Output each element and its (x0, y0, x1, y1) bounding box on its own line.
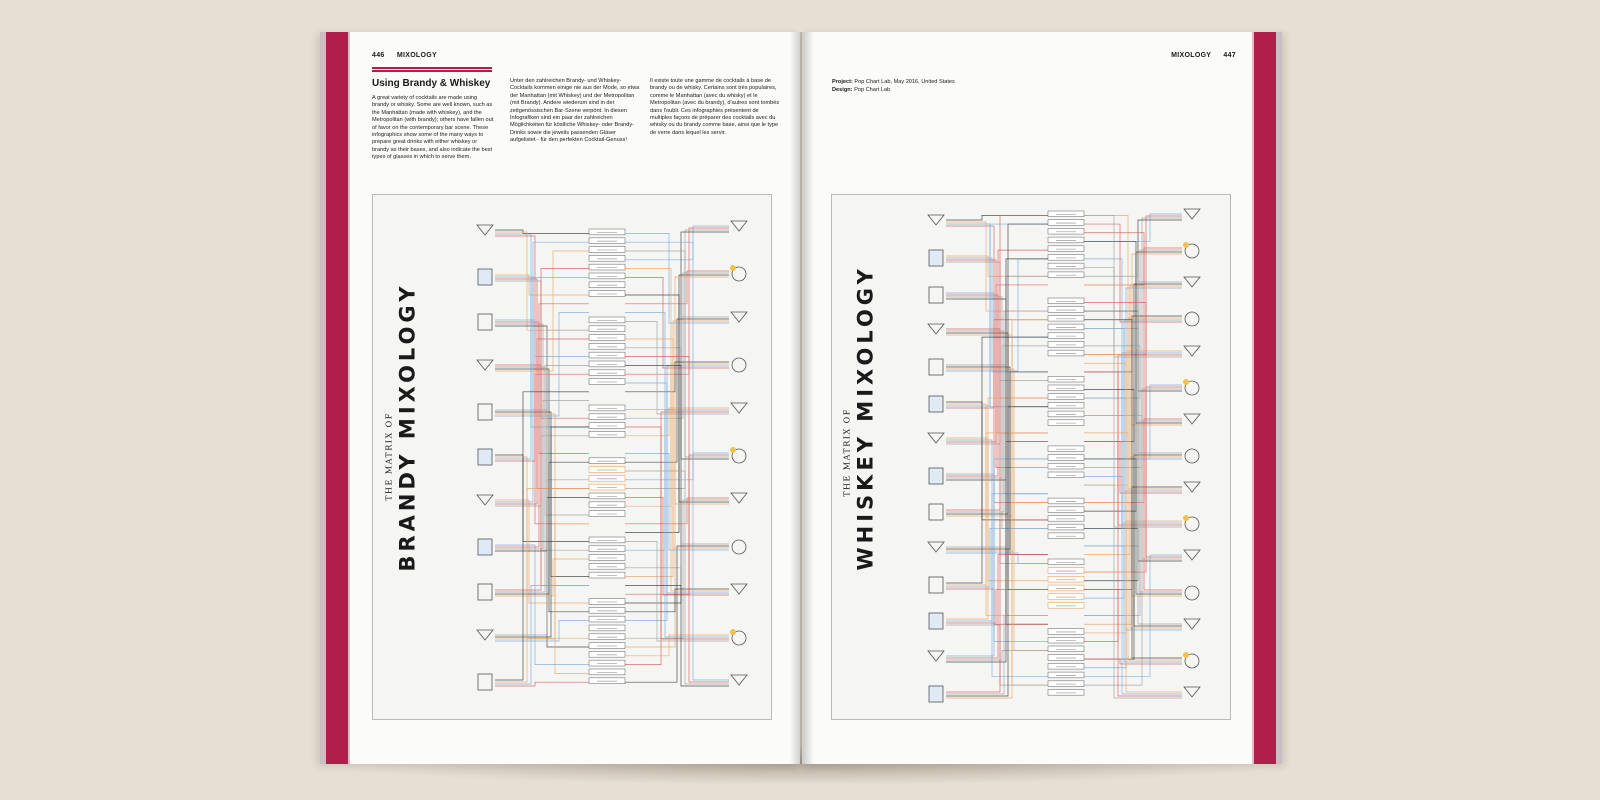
mixing-route-line (495, 410, 589, 480)
mixing-route-line (1084, 546, 1182, 662)
mixing-route-line (946, 520, 1048, 692)
mixing-route-line (946, 459, 1048, 656)
ingredient-box (589, 467, 625, 473)
mixing-route-line (946, 650, 1048, 660)
ingredient-box (589, 414, 625, 420)
ingredient-box (1048, 463, 1084, 469)
ingredient-box (589, 493, 625, 499)
ingredient-box (1048, 472, 1084, 478)
glass-icon (1184, 414, 1200, 424)
heading-rule (372, 67, 492, 72)
page-edge-right (1276, 32, 1282, 764)
ingredient-box (1048, 350, 1084, 356)
running-header-left (372, 52, 447, 59)
design-label: Design: (832, 87, 853, 93)
mixing-route-line (946, 407, 1048, 514)
mixing-route-line (1084, 268, 1182, 357)
english-column (372, 78, 494, 162)
ingredient-box (589, 343, 625, 349)
mixing-route-line (946, 258, 1048, 372)
ingredient-box (1048, 411, 1084, 417)
ingredient-box (589, 660, 625, 666)
page-color-edge-right (1252, 32, 1276, 764)
ingredient-box (1048, 576, 1084, 582)
mixing-route-line (625, 319, 729, 462)
mixing-route-line (1084, 372, 1182, 525)
mixing-route-line (495, 320, 589, 357)
ingredient-box (1048, 603, 1084, 609)
garnish-icon (1183, 652, 1189, 658)
mixing-route-line (1084, 398, 1182, 459)
glass-icon (1184, 482, 1200, 492)
mixing-route-line (1084, 282, 1182, 328)
glass-icon (1185, 586, 1199, 600)
design-value: Pop Chart Lab (854, 87, 891, 93)
mixing-route-line (946, 329, 1048, 398)
mixing-route-line (1084, 288, 1182, 668)
ingredient-box (1048, 263, 1084, 269)
mixing-route-line (625, 226, 729, 260)
mixing-route-line (1084, 215, 1182, 489)
mixing-route-line (495, 281, 589, 585)
mixing-route-line (946, 262, 1048, 563)
mixing-route-line (1084, 351, 1182, 415)
garnish-icon (1183, 515, 1189, 521)
mixing-route-line (1084, 250, 1182, 398)
garnish-icon (1183, 379, 1189, 385)
ingredient-box (1048, 324, 1084, 330)
poster-subtitle: THE MATRIX OF (842, 408, 852, 497)
ingredient-box (1048, 585, 1084, 591)
ingredient-box (589, 634, 625, 640)
running-header-right (1161, 52, 1236, 59)
glass-icon (929, 686, 943, 702)
glass-icon (1185, 449, 1199, 463)
german-column (510, 78, 640, 145)
mixing-route-line (946, 589, 1048, 623)
brandy-matrix-chart (373, 195, 771, 719)
glass-icon (1185, 312, 1199, 326)
ingredient-box (1048, 246, 1084, 252)
ingredient-box (589, 616, 625, 622)
page-number-right: 447 (1223, 52, 1236, 59)
mixing-route-line (495, 269, 589, 590)
mixing-route-line (946, 440, 1048, 676)
section-title-right: MIXOLOGY (1171, 52, 1212, 59)
glass-icon (929, 250, 943, 266)
glass-icon (1184, 277, 1200, 287)
mixing-route-line (625, 546, 729, 682)
glass-icon (478, 404, 492, 420)
glass-icon (928, 542, 944, 552)
ingredient-box (589, 511, 625, 517)
section-title-left: MIXOLOGY (396, 52, 437, 59)
poster-title: BRANDY MIXOLOGY (395, 282, 420, 572)
ingredient-box (1048, 507, 1084, 513)
mixing-route-line (495, 427, 589, 637)
mixing-route-line (495, 304, 589, 547)
ingredient-box (1048, 663, 1084, 669)
mixing-route-line (495, 497, 589, 551)
mixing-route-line (1084, 318, 1182, 485)
garnish-icon (1183, 242, 1189, 248)
mixing-route-line (1084, 355, 1182, 425)
ingredient-box (589, 607, 625, 613)
glass-icon (929, 613, 943, 629)
mixing-route-line (946, 259, 1048, 371)
mixing-route-line (1084, 572, 1182, 596)
mixing-route-line (495, 455, 589, 541)
brandy-mixology-poster (372, 194, 772, 720)
mixing-route-line (946, 438, 1048, 581)
mixing-route-line (1084, 421, 1182, 616)
mixing-route-line (946, 222, 1048, 311)
glass-icon (929, 504, 943, 520)
ingredient-box (1048, 559, 1084, 565)
glass-icon (478, 584, 492, 600)
ingredient-box (1048, 533, 1084, 539)
glass-icon (478, 449, 492, 465)
glass-icon (1184, 550, 1200, 560)
mixing-route-line (495, 324, 589, 550)
glass-icon (928, 215, 944, 225)
glass-icon (731, 221, 747, 231)
mixing-route-line (1084, 529, 1182, 561)
mixing-route-line (946, 474, 1048, 642)
ingredient-box (589, 546, 625, 552)
poster-title-block (384, 282, 420, 572)
poster-title: WHISKEY MIXOLOGY (853, 265, 878, 571)
mixing-route-line (1084, 387, 1182, 572)
ingredient-box (589, 643, 625, 649)
mixing-route-line (1084, 521, 1182, 633)
project-label: Project: (832, 79, 853, 85)
mixing-route-line (946, 224, 1048, 407)
ingredient-box (1048, 672, 1084, 678)
ingredient-box (589, 651, 625, 657)
mixing-route-line (1084, 589, 1182, 696)
glass-icon (929, 359, 943, 375)
ingredient-box (589, 361, 625, 367)
mixing-route-line (1084, 254, 1182, 624)
glass-icon (1184, 619, 1200, 629)
ingredient-box (589, 317, 625, 323)
french-column (650, 78, 780, 137)
glass-icon (478, 314, 492, 330)
ingredient-box (589, 405, 625, 411)
glass-icon (1184, 346, 1200, 356)
right-page (802, 32, 1282, 764)
glass-icon (929, 396, 943, 412)
mixing-route-line (946, 398, 1048, 619)
mixing-route-line (495, 367, 589, 515)
garnish-icon (730, 265, 736, 271)
page-color-edge-left (326, 32, 350, 764)
mixing-route-line (495, 414, 589, 673)
mixing-route-line (946, 260, 1048, 468)
project-value: Pop Chart Lab, May 2016, United States (854, 79, 955, 85)
mixing-route-line (946, 529, 1048, 587)
ingredient-box (589, 678, 625, 684)
ingredient-box (1048, 402, 1084, 408)
mixing-route-line (1084, 220, 1182, 581)
ingredient-box (589, 572, 625, 578)
ingredient-box (1048, 646, 1084, 652)
ingredient-box (589, 625, 625, 631)
mixing-route-line (946, 381, 1048, 444)
glass-icon (732, 540, 746, 554)
mixing-route-line (495, 330, 589, 635)
ingredient-box (1048, 333, 1084, 339)
glass-icon (928, 651, 944, 661)
mixing-route-line (495, 322, 589, 453)
ingredient-box (1048, 211, 1084, 217)
mixing-route-line (495, 365, 589, 592)
german-text: Unter den zahlreichen Brandy- und Whiskey-Cocktails kommen einige nie aus der Mode, so etwa der Manhattan (mit Whiskey) und der Metropolitan (mit Brandy). Andere wiederum sind in der zeitgenössischen Bar-Szene verpönt. In diesen Infografiken sind ein paar der zahlreichen Möglichkeiten für köstliche Whiskey- oder Brandy-Drinks sowie die jeweils passenden Gläser aufgelistet - für den perfekten Cocktail-Genuss! (510, 78, 640, 144)
ingredient-box (589, 423, 625, 429)
ingredient-box (589, 326, 625, 332)
glass-icon (478, 539, 492, 555)
english-text: A great variety of cocktails are made using brandy or whisky. Some are well known, such as the Manhattan (made with whiskey), and the Metropolitan (with brandy); others have fallen out of favor on the contemporary bar scene. These infographics show some of the many ways to prepare great drinks with either whiskey or brandy as their bases, and also indicate the best types of glasses in which to serve them. (372, 95, 494, 161)
ingredient-box (589, 555, 625, 561)
mixing-route-line (946, 285, 1048, 442)
mixing-route-line (1084, 389, 1182, 685)
ingredient-box (589, 475, 625, 481)
ingredient-box (589, 370, 625, 376)
mixing-route-line (946, 293, 1048, 337)
ingredient-box (589, 379, 625, 385)
ingredient-box (589, 282, 625, 288)
mixing-route-line (946, 224, 1048, 406)
mixing-route-line (1084, 453, 1182, 546)
glass-icon (477, 360, 493, 370)
mixing-route-line (1084, 419, 1182, 502)
ingredient-box (1048, 394, 1084, 400)
mixing-route-line (495, 401, 589, 549)
ingredient-box (1048, 568, 1084, 574)
whiskey-matrix-chart (832, 195, 1230, 719)
mixing-route-line (1084, 476, 1182, 694)
mixing-route-line (1084, 284, 1182, 442)
ingredient-box (589, 537, 625, 543)
ingredient-box (589, 238, 625, 244)
garnish-icon (730, 447, 736, 453)
mixing-route-line (946, 311, 1048, 512)
mixing-route-line (1084, 385, 1182, 459)
garnish-icon (730, 629, 736, 635)
mixing-route-line (625, 271, 729, 304)
glass-icon (929, 468, 943, 484)
ingredient-box (589, 264, 625, 270)
ingredient-box (1048, 498, 1084, 504)
mixing-route-line (946, 299, 1048, 624)
ingredient-box (589, 247, 625, 253)
ingredient-box (1048, 272, 1084, 278)
ingredient-box (1048, 446, 1084, 452)
poster-subtitle: THE MATRIX OF (384, 412, 394, 501)
ingredient-box (589, 458, 625, 464)
ingredient-box (1048, 655, 1084, 661)
ingredient-box (589, 335, 625, 341)
ingredient-box (1048, 524, 1084, 530)
mixing-route-line (946, 494, 1048, 621)
mixing-route-line (946, 259, 1048, 662)
mixing-route-line (946, 367, 1048, 555)
mixing-route-line (495, 412, 589, 577)
glass-icon (731, 312, 747, 322)
glass-icon (731, 403, 747, 413)
mixing-route-line (1084, 459, 1182, 594)
glass-icon (731, 675, 747, 685)
mixing-route-line (1084, 224, 1182, 322)
mixing-route-line (495, 436, 589, 506)
ingredient-box (1048, 455, 1084, 461)
glass-icon (731, 493, 747, 503)
ingredient-box (1048, 690, 1084, 696)
mixing-route-line (495, 500, 589, 603)
glass-icon (478, 269, 492, 285)
mixing-route-line (1084, 241, 1182, 423)
ingredient-box (1048, 681, 1084, 687)
ingredient-box (1048, 637, 1084, 643)
project-credits (832, 78, 992, 94)
mixing-route-line (946, 433, 1048, 585)
mixing-route-line (495, 462, 589, 594)
ingredient-box (1048, 315, 1084, 321)
ingredient-box (589, 502, 625, 508)
mixing-route-line (946, 346, 1048, 478)
mixing-route-line (946, 226, 1048, 502)
mixing-route-line (946, 215, 1048, 220)
open-book (320, 32, 1282, 764)
glass-icon (731, 584, 747, 594)
french-text: Il existe toute une gamme de cocktails à base de brandy ou de whisky. Certains sont très populaires, comme le Manhattan (avec du whisky) et le Metropolitan (avec du brandy), d'autres sont tombés dans l'oubli. Ces infographies présentent de multiples façons de préparer des cocktails avec du whisky ou du brandy comme base, ainsi que le type de verre dans lequel les servir. (650, 78, 780, 136)
glass-icon (477, 495, 493, 505)
article-heading: Using Brandy & Whiskey (372, 78, 491, 89)
mixing-route-line (495, 251, 589, 371)
poster-title-block (842, 265, 878, 571)
mixing-route-line (946, 215, 1048, 510)
mixing-route-line (495, 275, 589, 295)
mixing-route-line (495, 457, 589, 638)
ingredient-box (1048, 228, 1084, 234)
mixing-route-line (946, 365, 1048, 459)
mixing-route-line (495, 277, 589, 392)
ingredient-box (1048, 307, 1084, 313)
mixing-route-line (625, 233, 729, 323)
ingredient-box (589, 563, 625, 569)
mixing-route-line (1084, 363, 1182, 692)
glass-icon (1184, 209, 1200, 219)
ingredient-box (1048, 255, 1084, 261)
glass-icon (929, 577, 943, 593)
mixing-route-line (946, 555, 1048, 658)
ingredient-box (1048, 385, 1084, 391)
ingredient-box (1048, 220, 1084, 226)
glass-icon (477, 630, 493, 640)
mixing-route-line (495, 559, 589, 596)
glass-icon (478, 674, 492, 690)
ingredient-box (1048, 376, 1084, 382)
ingredient-box (589, 352, 625, 358)
mixing-route-line (1084, 218, 1182, 468)
ingredient-box (589, 599, 625, 605)
mixing-route-line (946, 320, 1048, 698)
ingredient-box (1048, 298, 1084, 304)
ingredient-box (589, 484, 625, 490)
mixing-route-line (946, 276, 1048, 547)
mixing-route-line (946, 372, 1048, 549)
mixing-route-line (946, 295, 1048, 433)
mixing-route-line (946, 331, 1048, 494)
ingredient-box (1048, 594, 1084, 600)
ingredient-box (1048, 420, 1084, 426)
ingredient-box (589, 669, 625, 675)
mixing-route-line (495, 374, 589, 461)
mixing-route-line (1084, 248, 1182, 285)
mixing-route-line (495, 277, 589, 459)
mixing-route-line (946, 616, 1048, 694)
glass-icon (1184, 687, 1200, 697)
glass-icon (477, 225, 493, 235)
glass-icon (929, 287, 943, 303)
glass-icon (732, 358, 746, 372)
ingredient-box (589, 255, 625, 261)
ingredient-box (1048, 516, 1084, 522)
ingredient-box (1048, 629, 1084, 635)
ingredient-box (589, 431, 625, 437)
glass-icon (928, 324, 944, 334)
mixing-route-line (1084, 286, 1182, 555)
ingredient-box (589, 273, 625, 279)
ingredient-box (589, 229, 625, 235)
ingredient-box (589, 291, 625, 297)
page-number-left: 446 (372, 52, 385, 59)
left-page (320, 32, 800, 764)
mixing-route-line (946, 337, 1048, 583)
mixing-route-line (1084, 252, 1182, 511)
mixing-route-line (495, 339, 589, 504)
glass-icon (928, 433, 944, 443)
ingredient-box (1048, 237, 1084, 243)
mixing-route-line (495, 369, 589, 612)
mixing-route-line (1084, 302, 1182, 557)
whiskey-mixology-poster (831, 194, 1231, 720)
ingredient-box (1048, 342, 1084, 348)
